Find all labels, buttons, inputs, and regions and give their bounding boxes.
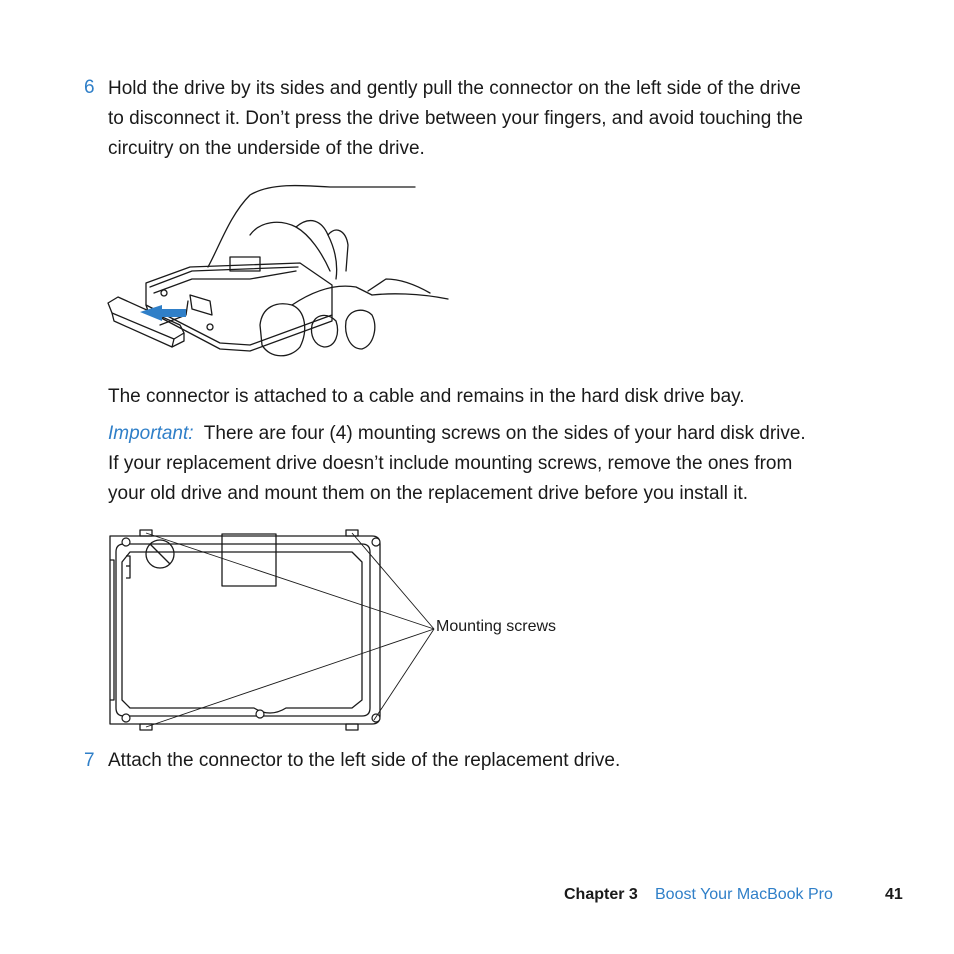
important-note [108, 419, 806, 509]
screw-bottom-right [372, 714, 380, 722]
important-text-1: There are four (4) mounting screws on the sides of your hard disk drive. [203, 423, 806, 444]
step-7-number: 7 [84, 750, 95, 771]
hand-outline [208, 185, 415, 267]
important-line-2: If your replacement drive doesn’t include mounting screws, remove the ones from [108, 453, 793, 474]
screw-top-left [122, 538, 130, 546]
footer-chapter [564, 886, 638, 904]
footer-title [655, 886, 833, 904]
callout-line-1 [146, 533, 434, 629]
figure-hand-pulling-drive [100, 175, 460, 365]
mounting-screws-label: Mounting screws [436, 618, 557, 635]
step-7-text: Attach the connector to the left side of the replacement drive. [108, 750, 621, 771]
footer-chapter-label: Chapter 3 [564, 886, 638, 903]
step-6-text [108, 74, 803, 164]
important-line-3: your old drive and mount them on the replacement drive before you install it. [108, 483, 749, 504]
important-line-1 [108, 419, 806, 449]
connector-note: The connector is attached to a cable and remains in the hard disk drive bay. [108, 386, 745, 407]
step-6-line-3: circuitry on the underside of the drive. [108, 138, 425, 159]
important-label: Important: [108, 423, 194, 444]
footer-chapter-title: Boost Your MacBook Pro [655, 886, 833, 903]
callout-line-4 [374, 629, 434, 720]
page-number [885, 886, 903, 904]
page-number-value: 41 [885, 886, 903, 903]
callout-line-2 [352, 533, 434, 629]
drive-label [222, 534, 276, 586]
step-6-number: 6 [84, 77, 95, 98]
screw-top-right [372, 538, 380, 546]
step-6-line-2: to disconnect it. Don’t press the drive between your fingers, and avoid touching the [108, 108, 803, 129]
callout-line-3 [146, 629, 434, 727]
screw-bottom-left [122, 714, 130, 722]
step-6-line-1: Hold the drive by its sides and gently pull the connector on the left side of the drive [108, 78, 801, 99]
figure-drive-mounting-screws [100, 520, 440, 732]
